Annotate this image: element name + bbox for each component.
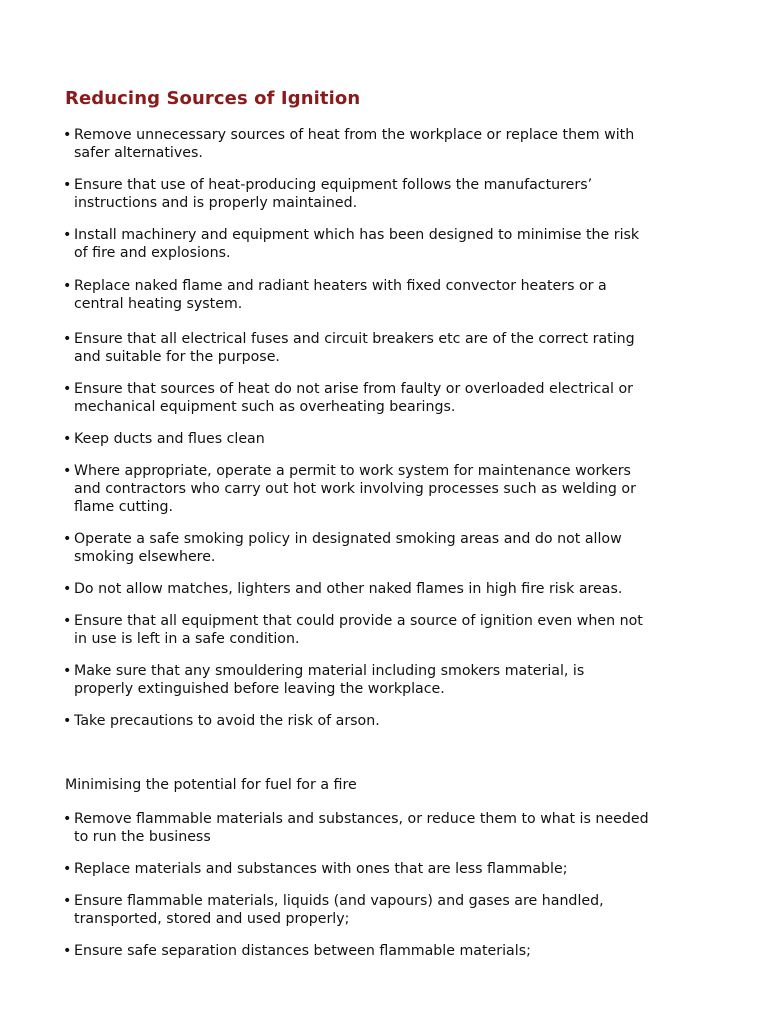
list-item	[63, 330, 713, 366]
list-item	[63, 860, 713, 878]
list-item-text-line: Where appropriate, operate a permit to work system for maintenance workers	[74, 463, 631, 479]
bullet-glyph: •	[63, 713, 72, 729]
list-item-text-line: Make sure that any smouldering material including smokers material, is	[74, 663, 585, 679]
list-item	[63, 530, 713, 566]
list-item-text-line: Replace materials and substances with ones that are less flammable;	[74, 861, 568, 877]
bullet-glyph: •	[63, 278, 72, 294]
bullet-glyph: •	[63, 463, 72, 479]
bullet-glyph: •	[63, 127, 72, 143]
list-item	[63, 462, 713, 516]
bullet-glyph: •	[63, 381, 72, 397]
bullet-glyph: •	[63, 431, 72, 447]
list-item	[63, 662, 713, 698]
list-item-text-line: Install machinery and equipment which has been designed to minimise the risk	[74, 227, 640, 243]
list-item-text-line: Remove unnecessary sources of heat from the workplace or replace them with	[74, 127, 635, 143]
list-item	[63, 430, 713, 448]
list-item-text-line: Ensure that all equipment that could provide a source of ignition even when not	[74, 613, 643, 629]
bullet-glyph: •	[63, 943, 72, 959]
list-item-text-line: Do not allow matches, lighters and other naked flames in high fire risk areas.	[74, 581, 623, 597]
list-item-text-line: instructions and is properly maintained.	[74, 195, 358, 211]
list-item-text-line: Remove flammable materials and substances, or reduce them to what is needed	[74, 811, 649, 827]
bullet-glyph: •	[63, 811, 72, 827]
list-item-text-line: Ensure safe separation distances between flammable materials;	[74, 943, 531, 959]
section-title-fuel: Minimising the potential for fuel for a fire	[65, 777, 357, 793]
list-item-text-line: in use is left in a safe condition.	[74, 631, 300, 647]
list-item	[63, 612, 713, 648]
list-item-text-line: to run the business	[74, 829, 211, 845]
list-item-text-line: Ensure flammable materials, liquids (and vapours) and gases are handled,	[74, 893, 604, 909]
bullet-glyph: •	[63, 581, 72, 597]
list-item-text-line: properly extinguished before leaving the workplace.	[74, 681, 445, 697]
list-item-text-line: flame cutting.	[74, 499, 174, 515]
list-item-text-line: smoking elsewhere.	[74, 549, 216, 565]
list-item-text-line: Keep ducts and flues clean	[74, 431, 265, 447]
list-item-text-line: Ensure that use of heat-producing equipment follows the manufacturers’	[74, 177, 593, 193]
list-item	[63, 892, 713, 928]
list-item	[63, 226, 713, 262]
bullet-glyph: •	[63, 531, 72, 547]
bullet-glyph: •	[63, 331, 72, 347]
bullet-glyph: •	[63, 663, 72, 679]
list-item	[63, 277, 713, 313]
list-item	[63, 810, 713, 846]
list-item-text-line: Ensure that all electrical fuses and circuit breakers etc are of the correct rating	[74, 331, 635, 347]
list-item-text-line: transported, stored and used properly;	[74, 911, 350, 927]
list-item	[63, 580, 713, 598]
list-item-text-line: Ensure that sources of heat do not arise from faulty or overloaded electrical or	[74, 381, 633, 397]
list-item-text-line: Replace naked flame and radiant heaters with fixed convector heaters or a	[74, 278, 607, 294]
bullet-glyph: •	[63, 177, 72, 193]
list-item-text-line: Operate a safe smoking policy in designated smoking areas and do not allow	[74, 531, 622, 547]
list-item-text-line: and contractors who carry out hot work involving processes such as welding or	[74, 481, 636, 497]
list-item-text-line: of fire and explosions.	[74, 245, 231, 261]
list-item	[63, 176, 713, 212]
bullet-glyph: •	[63, 893, 72, 909]
bullet-glyph: •	[63, 227, 72, 243]
list-item	[63, 712, 713, 730]
list-item-text-line: mechanical equipment such as overheating bearings.	[74, 399, 456, 415]
list-item-text-line: Take precautions to avoid the risk of arson.	[74, 713, 380, 729]
bullet-glyph: •	[63, 861, 72, 877]
section-title-ignition: Reducing Sources of Ignition	[65, 88, 361, 109]
list-item	[63, 380, 713, 416]
list-item-text-line: central heating system.	[74, 296, 243, 312]
bullet-glyph: •	[63, 613, 72, 629]
list-item	[63, 942, 713, 960]
list-item-text-line: and suitable for the purpose.	[74, 349, 280, 365]
list-item	[63, 126, 713, 162]
list-item-text-line: safer alternatives.	[74, 145, 203, 161]
